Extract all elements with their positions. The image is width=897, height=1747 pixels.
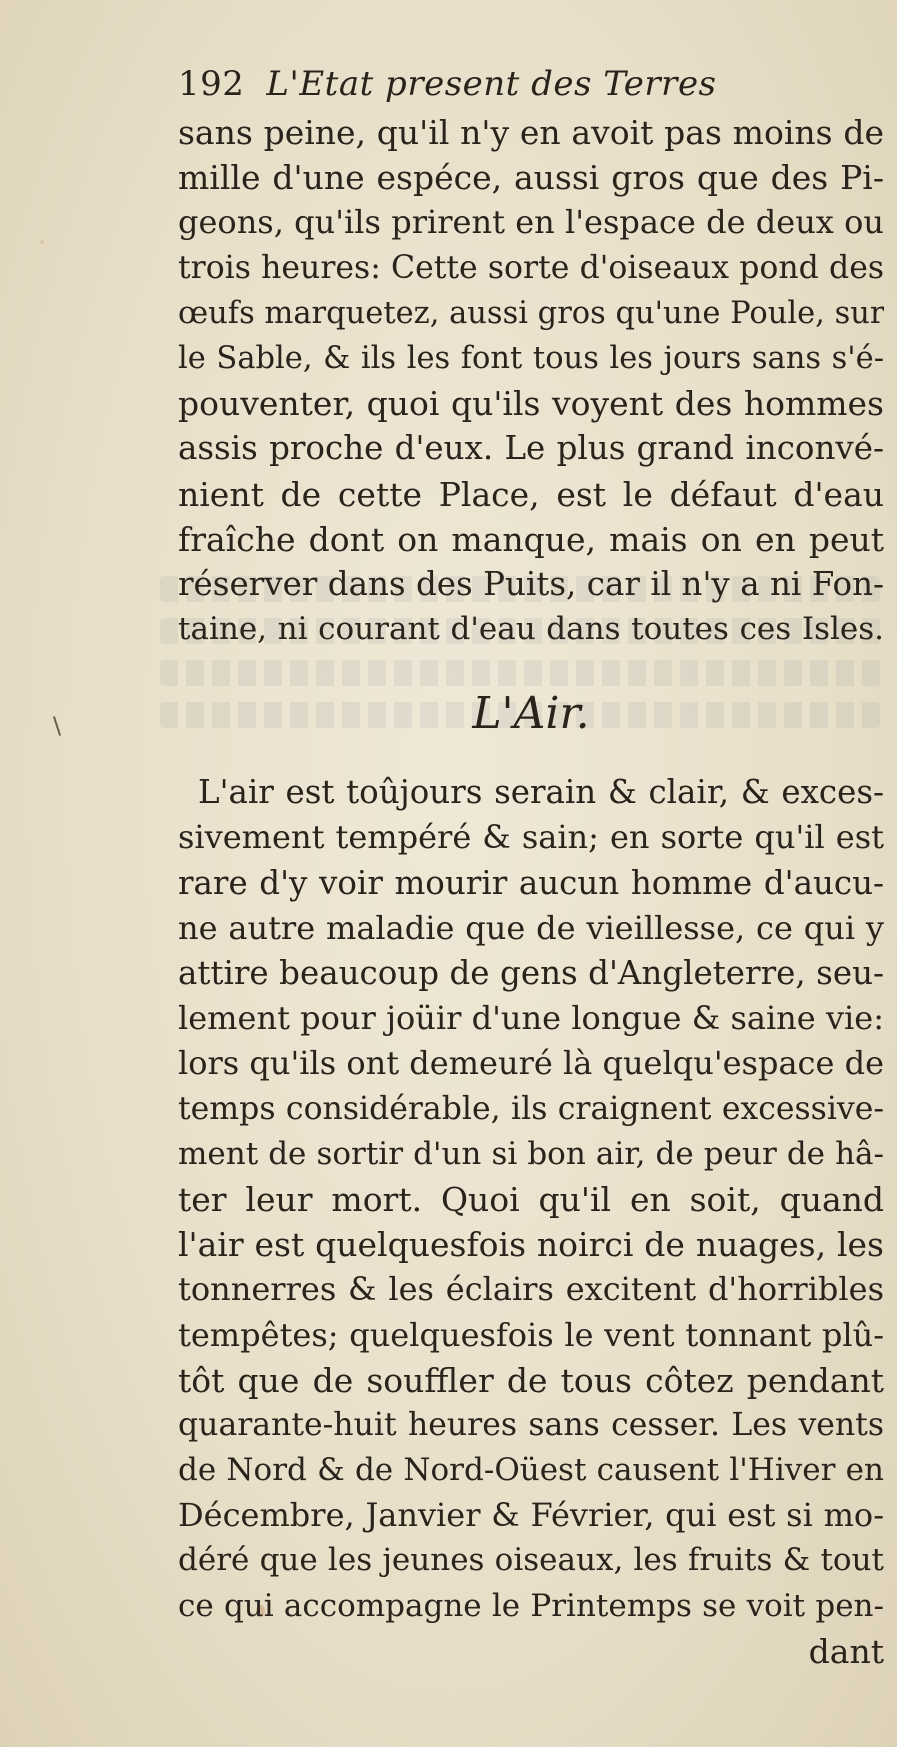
- text-line: le Sable, & ils les font tous les jours sans s'é-: [178, 340, 884, 376]
- text-line: œufs marquetez, aussi gros qu'une Poule, sur: [178, 295, 884, 331]
- text-line: déré que les jeunes oiseaux, les fruits & tout: [178, 1542, 884, 1579]
- text-line: lors qu'ils ont demeuré là quelqu'espace de: [178, 1044, 884, 1083]
- text-line: tempêtes; quelquesfois le vent tonnant plû-: [178, 1315, 884, 1354]
- text-line: nient de cette Place, est le défaut d'eau: [178, 474, 884, 514]
- page-number: 192: [178, 64, 245, 104]
- text-line: L'air est toûjours serain & clair, & exces-: [198, 773, 884, 812]
- text-line: mille d'une espéce, aussi gros que des Pi-: [178, 158, 884, 198]
- text-line: geons, qu'ils prirent en l'espace de deux ou: [178, 203, 884, 242]
- section-heading: L'Air.: [472, 688, 590, 740]
- text-line: assis proche d'eux. Le plus grand inconvé-: [178, 429, 884, 468]
- running-header: [178, 58, 884, 110]
- text-line: taine, ni courant d'eau dans toutes ces Isles.: [178, 611, 884, 648]
- text-line: sivement tempéré & sain; en sorte qu'il est: [178, 818, 884, 857]
- text-line: ne autre maladie que de vieillesse, ce qui y: [178, 908, 884, 947]
- text-line: rare d'y voir mourir aucun homme d'aucu-: [178, 863, 884, 902]
- text-line: tôt que de souffler de tous côtez pendant: [178, 1360, 884, 1400]
- catchword: dant: [808, 1631, 884, 1671]
- text-line: lement pour joüir d'une longue & saine vie:: [178, 999, 884, 1038]
- paragraph-2: [178, 770, 884, 1674]
- text-line: Décembre, Janvier & Février, qui est si mo-: [178, 1496, 884, 1535]
- text-line: trois heures: Cette sorte d'oiseaux pond des: [178, 249, 884, 286]
- text-line: pouventer, quoi qu'ils voyent des hommes: [178, 384, 884, 424]
- text-line: réserver dans des Puits, car il n'y a ni Fon-: [178, 564, 884, 603]
- text-line: tonnerres & les éclairs excitent d'horribles: [178, 1270, 884, 1309]
- text-line: ment de sortir d'un si bon air, de peur de hâ-: [178, 1135, 884, 1172]
- text-line: sans peine, qu'il n'y en avoit pas moins de: [178, 113, 884, 152]
- paragraph-1: [178, 110, 884, 652]
- text-line: ce qui accompagne le Printemps se voit pen-: [178, 1587, 884, 1624]
- text-line: quarante-huit heures sans cesser. Les vents: [178, 1406, 884, 1443]
- paper-spot: [40, 240, 44, 244]
- text-line: attire beaucoup de gens d'Angleterre, seu-: [178, 954, 884, 992]
- text-line: temps considérable, ils craignent excessive-: [178, 1090, 884, 1127]
- margin-mark: [53, 716, 61, 736]
- text-line: l'air est quelquesfois noirci de nuages, les: [178, 1225, 884, 1265]
- text-line: de Nord & de Nord-Oüest causent l'Hiver en: [178, 1452, 884, 1489]
- text-line: fraîche dont on manque, mais on en peut: [178, 519, 884, 559]
- text-line: ter leur mort. Quoi qu'il en soit, quand: [178, 1179, 884, 1219]
- page-text: [178, 58, 884, 1674]
- running-title: L'Etat present des Terres: [266, 64, 717, 104]
